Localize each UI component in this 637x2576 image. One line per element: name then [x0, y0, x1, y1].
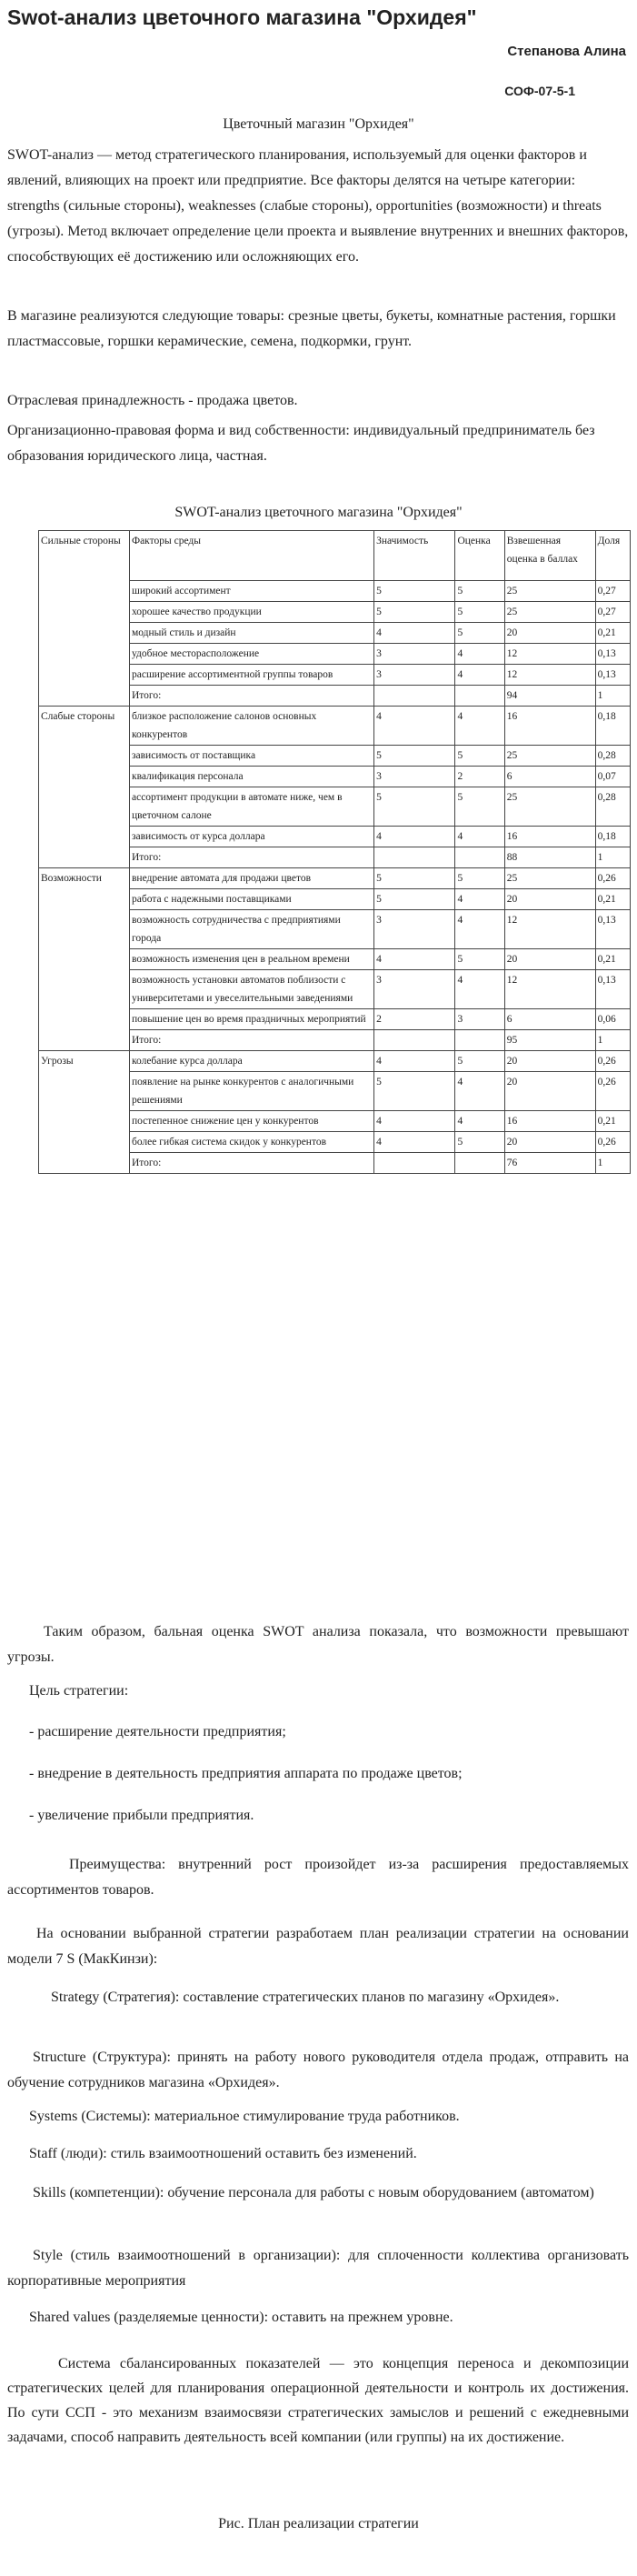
seven-s-style: Style (стиль взаимоотношений в организации): для сплоченности коллектива организовать корпоративные мероприятия [7, 2248, 629, 2289]
share-cell: 0,27 [595, 602, 630, 623]
factor-cell: хорошее качество продукции [129, 602, 373, 623]
intro-paragraph-swot: SWOT-анализ — метод стратегического планирования, используемый для оценки факторов и явлений, влияющих на проект или предприятие. Все факторы делятся на четыре категории: strengths (сильные стороны), weaknesses (слабые стороны), opportunities (возможности) и threats (угрозы). Метод включает определение цели проекта и выявление внутренних и внешних факторов, способствующих её достижению или осложняющих его. [7, 147, 629, 265]
header-weighted: Взвешенная оценка в баллах [504, 531, 595, 581]
weight-cell: 4 [374, 1132, 455, 1153]
weight-cell [374, 847, 455, 868]
share-cell: 0,26 [595, 1051, 630, 1072]
weighted-cell: 88 [504, 847, 595, 868]
weight-cell: 3 [374, 910, 455, 949]
intro-paragraph-goods: В магазине реализуются следующие товары: срезные цветы, букеты, комнатные растения, горшки пластмассовые, горшки керамические, семена, подкормки, грунт. [7, 308, 616, 349]
goal-title: Цель стратегии: [29, 1683, 129, 1699]
score-cell: 4 [455, 707, 504, 746]
shop-subtitle: Цветочный магазин "Орхидея" [223, 116, 414, 132]
share-cell: 0,26 [595, 1072, 630, 1111]
plan-intro-paragraph: На основании выбранной стратегии разработаем план реализации стратегии на основании модели 7 S (МакКинзи): [7, 1926, 629, 1967]
group-label-cell [39, 644, 130, 665]
share-cell: 0,28 [595, 787, 630, 827]
goal-item: - расширение деятельности предприятия; [29, 1724, 286, 1739]
header-score: Оценка [455, 531, 504, 581]
score-cell: 5 [455, 787, 504, 827]
group-label-cell [39, 847, 130, 868]
table-row [39, 787, 631, 827]
weight-cell: 3 [374, 665, 455, 686]
group-label-cell [39, 767, 130, 787]
share-cell: 0,21 [595, 949, 630, 970]
page-title: Swot-анализ цветочного магазина "Орхидея" [7, 5, 477, 29]
score-cell: 5 [455, 623, 504, 644]
goal-item: - внедрение в деятельность предприятия аппарата по продаже цветов; [29, 1766, 463, 1781]
factor-cell: зависимость от курса доллара [129, 827, 373, 847]
share-cell: 0,13 [595, 970, 630, 1009]
table-row [39, 949, 631, 970]
weighted-cell: 20 [504, 1051, 595, 1072]
table-row [39, 1072, 631, 1111]
group-label-cell: Возможности [39, 868, 130, 889]
weighted-cell: 20 [504, 889, 595, 910]
factor-cell: удобное месторасположение [129, 644, 373, 665]
share-cell: 0,13 [595, 910, 630, 949]
weighted-cell: 20 [504, 1132, 595, 1153]
share-cell: 0,27 [595, 581, 630, 602]
share-cell: 0,13 [595, 665, 630, 686]
score-cell: 4 [455, 910, 504, 949]
weight-cell: 5 [374, 889, 455, 910]
group-label-cell [39, 746, 130, 767]
table-row [39, 665, 631, 686]
factor-cell: ассортимент продукции в автомате ниже, чем в цветочном салоне [129, 787, 373, 827]
table-row [39, 581, 631, 602]
weight-cell: 3 [374, 644, 455, 665]
share-cell: 0,07 [595, 767, 630, 787]
share-cell: 0,06 [595, 1009, 630, 1030]
table-row [39, 847, 631, 868]
weighted-cell: 25 [504, 602, 595, 623]
score-cell: 4 [455, 644, 504, 665]
table-row [39, 868, 631, 889]
group-label-cell [39, 1030, 130, 1051]
group-label-cell: Угрозы [39, 1051, 130, 1072]
weight-cell: 5 [374, 746, 455, 767]
weighted-cell: 95 [504, 1030, 595, 1051]
weighted-cell: 20 [504, 623, 595, 644]
group-label-cell [39, 623, 130, 644]
share-cell: 0,26 [595, 1132, 630, 1153]
factor-cell: возможность изменения цен в реальном времени [129, 949, 373, 970]
weighted-cell: 16 [504, 827, 595, 847]
seven-s-shared-values: Shared values (разделяемые ценности): оставить на прежнем уровне. [29, 2310, 453, 2325]
share-cell: 1 [595, 686, 630, 707]
score-cell [455, 1153, 504, 1174]
score-cell [455, 686, 504, 707]
share-cell: 1 [595, 847, 630, 868]
group-label-cell [39, 686, 130, 707]
weighted-cell: 20 [504, 1072, 595, 1111]
intro-paragraph-legal-form: Организационно-правовая форма и вид собственности: индивидуальный предприниматель без образования юридического лица, частная. [7, 423, 595, 464]
table-row [39, 623, 631, 644]
header-weight: Значимость [374, 531, 455, 581]
score-cell [455, 847, 504, 868]
score-cell: 5 [455, 949, 504, 970]
factor-cell: Итого: [129, 686, 373, 707]
share-cell: 0,21 [595, 1111, 630, 1132]
header-factor: Факторы среды [129, 531, 373, 581]
weighted-cell: 12 [504, 665, 595, 686]
score-cell: 5 [455, 602, 504, 623]
group-label-cell [39, 949, 130, 970]
table-row [39, 1153, 631, 1174]
group-label-cell [39, 910, 130, 949]
table-row [39, 1111, 631, 1132]
intro-paragraph-industry: Отраслевая принадлежность - продажа цветов. [7, 393, 298, 408]
seven-s-strategy: Strategy (Стратегия): составление стратегических планов по магазину «Орхидея». [51, 1990, 560, 2005]
weight-cell: 4 [374, 1111, 455, 1132]
table-title: SWOT-анализ цветочного магазина "Орхидея" [174, 505, 463, 520]
weighted-cell: 20 [504, 949, 595, 970]
group-code: СОФ-07-5-1 [504, 84, 575, 98]
share-cell: 1 [595, 1030, 630, 1051]
score-cell: 5 [455, 1051, 504, 1072]
table-row [39, 686, 631, 707]
table-row [39, 889, 631, 910]
weighted-cell: 6 [504, 767, 595, 787]
weight-cell [374, 1153, 455, 1174]
factor-cell: возможность установки автоматов поблизости с университетами и увеселительными заведениями [129, 970, 373, 1009]
score-cell: 3 [455, 1009, 504, 1030]
weight-cell: 5 [374, 787, 455, 827]
weight-cell: 3 [374, 767, 455, 787]
advantages-paragraph: Преимущества: внутренний рост произойдет из-за расширения предоставляемых ассортиментов товаров. [7, 1857, 629, 1898]
seven-s-systems: Systems (Системы): материальное стимулирование труда работников. [29, 2109, 460, 2124]
table-row [39, 1132, 631, 1153]
weight-cell [374, 1030, 455, 1051]
weight-cell: 4 [374, 1051, 455, 1072]
share-cell: 0,21 [595, 623, 630, 644]
factor-cell: зависимость от поставщика [129, 746, 373, 767]
weighted-cell: 12 [504, 970, 595, 1009]
weight-cell: 4 [374, 623, 455, 644]
weighted-cell: 94 [504, 686, 595, 707]
factor-cell: Итого: [129, 847, 373, 868]
swot-table [38, 530, 631, 1174]
factor-cell: широкий ассортимент [129, 581, 373, 602]
table-header-row [39, 531, 631, 581]
weighted-cell: 76 [504, 1153, 595, 1174]
weighted-cell: 16 [504, 1111, 595, 1132]
factor-cell: модный стиль и дизайн [129, 623, 373, 644]
table-row [39, 707, 631, 746]
share-cell: 0,18 [595, 707, 630, 746]
factor-cell: повышение цен во время праздничных мероприятий [129, 1009, 373, 1030]
factor-cell: Итого: [129, 1030, 373, 1051]
group-label-cell [39, 1111, 130, 1132]
share-cell: 0,18 [595, 827, 630, 847]
table-row [39, 970, 631, 1009]
score-cell: 4 [455, 827, 504, 847]
score-cell: 4 [455, 1072, 504, 1111]
factor-cell: возможность сотрудничества с предприятиями города [129, 910, 373, 949]
factor-cell: близкое расположение салонов основных конкурентов [129, 707, 373, 746]
factor-cell: квалификация персонала [129, 767, 373, 787]
weighted-cell: 6 [504, 1009, 595, 1030]
factor-cell: постепенное снижение цен у конкурентов [129, 1111, 373, 1132]
weighted-cell: 25 [504, 746, 595, 767]
seven-s-skills: Skills (компетенции): обучение персонала для работы с новым оборудованием (автоматом) [33, 2185, 594, 2200]
score-cell: 2 [455, 767, 504, 787]
group-label-cell [39, 787, 130, 827]
factor-cell: появление на рынке конкурентов с аналогичными решениями [129, 1072, 373, 1111]
group-label-cell [39, 827, 130, 847]
weight-cell [374, 686, 455, 707]
factor-cell: расширение ассортиментной группы товаров [129, 665, 373, 686]
author-name: Степанова Алина [507, 44, 626, 59]
header-group: Сильные стороны [39, 531, 130, 581]
factor-cell: более гибкая система скидок у конкурентов [129, 1132, 373, 1153]
group-label-cell: Слабые стороны [39, 707, 130, 746]
table-row [39, 827, 631, 847]
conclusion-paragraph: Таким образом, бальная оценка SWOT анализа показала, что возможности превышают угрозы. [7, 1624, 629, 1665]
weight-cell: 4 [374, 949, 455, 970]
share-cell: 0,13 [595, 644, 630, 665]
factor-cell: внедрение автомата для продажи цветов [129, 868, 373, 889]
group-label-cell [39, 1153, 130, 1174]
weight-cell: 5 [374, 868, 455, 889]
goal-item: - увеличение прибыли предприятия. [29, 1808, 254, 1823]
factor-cell: работа с надежными поставщиками [129, 889, 373, 910]
weight-cell: 4 [374, 707, 455, 746]
share-cell: 1 [595, 1153, 630, 1174]
group-label-cell [39, 889, 130, 910]
score-cell: 5 [455, 746, 504, 767]
score-cell: 5 [455, 868, 504, 889]
group-label-cell [39, 1132, 130, 1153]
table-row [39, 1051, 631, 1072]
weight-cell: 2 [374, 1009, 455, 1030]
table-row [39, 1030, 631, 1051]
score-cell: 4 [455, 970, 504, 1009]
factor-cell: колебание курса доллара [129, 1051, 373, 1072]
factor-cell: Итого: [129, 1153, 373, 1174]
figure-caption: Рис. План реализации стратегии [218, 2516, 419, 2531]
weight-cell: 5 [374, 1072, 455, 1111]
score-cell: 5 [455, 1132, 504, 1153]
group-label-cell [39, 602, 130, 623]
weighted-cell: 25 [504, 787, 595, 827]
score-cell: 5 [455, 581, 504, 602]
weighted-cell: 12 [504, 910, 595, 949]
group-label-cell [39, 665, 130, 686]
weight-cell: 5 [374, 581, 455, 602]
seven-s-staff: Staff (люди): стиль взаимоотношений оставить без изменений. [29, 2146, 417, 2161]
bsc-paragraph: Система сбалансированных показателей — это концепция переноса и декомпозиции стратегических целей для планирования операционной деятельности и контроль их достижения. По сути ССП - это механизм взаимосвязи стратегических замыслов и решений с ежедневными задачами, способ направить деятельность всей компании (или группы) на их достижение. [7, 2356, 629, 2445]
share-cell: 0,21 [595, 889, 630, 910]
weighted-cell: 16 [504, 707, 595, 746]
weight-cell: 5 [374, 602, 455, 623]
score-cell: 4 [455, 889, 504, 910]
weight-cell: 4 [374, 827, 455, 847]
group-label-cell [39, 581, 130, 602]
weight-cell: 3 [374, 970, 455, 1009]
share-cell: 0,26 [595, 868, 630, 889]
group-label-cell [39, 970, 130, 1009]
weighted-cell: 12 [504, 644, 595, 665]
weighted-cell: 25 [504, 581, 595, 602]
score-cell [455, 1030, 504, 1051]
score-cell: 4 [455, 665, 504, 686]
table-row [39, 602, 631, 623]
table-row [39, 910, 631, 949]
table-row [39, 1009, 631, 1030]
table-row [39, 746, 631, 767]
header-share: Доля [595, 531, 630, 581]
group-label-cell [39, 1009, 130, 1030]
share-cell: 0,28 [595, 746, 630, 767]
score-cell: 4 [455, 1111, 504, 1132]
table-row [39, 644, 631, 665]
weighted-cell: 25 [504, 868, 595, 889]
table-row [39, 767, 631, 787]
seven-s-structure: Structure (Структура): принять на работу нового руководителя отдела продаж, отправить на обучение сотрудников магазина «Орхидея». [7, 2050, 629, 2090]
group-label-cell [39, 1072, 130, 1111]
